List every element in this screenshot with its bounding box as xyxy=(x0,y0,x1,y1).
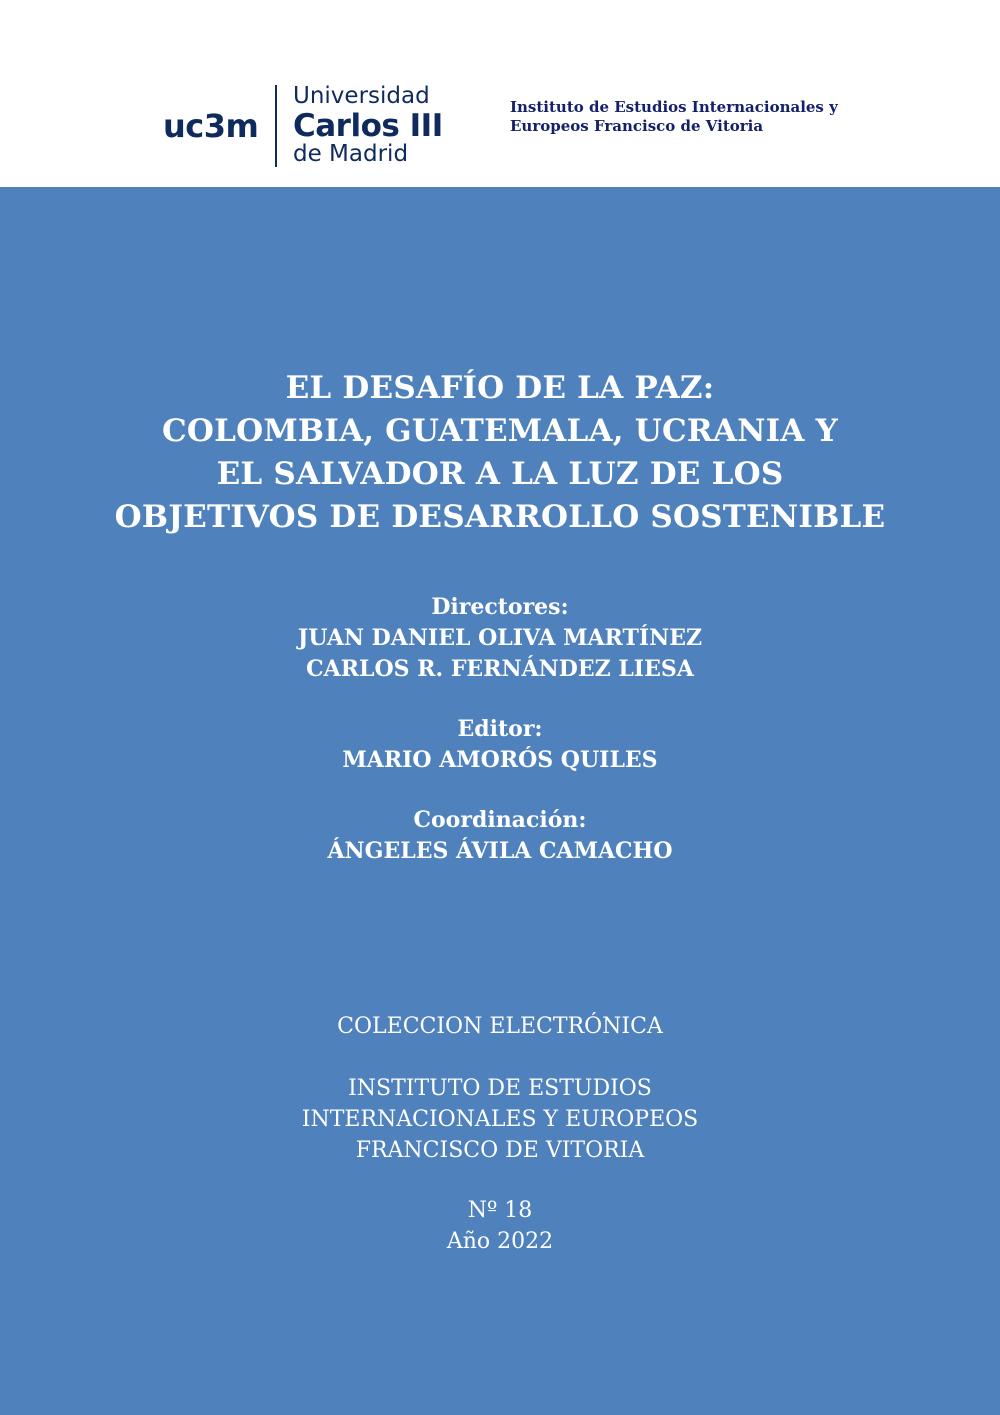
title-line: OBJETIVOS DE DESARROLLO SOSTENIBLE xyxy=(114,499,886,535)
title-line: COLOMBIA, GUATEMALA, UCRANIA Y xyxy=(162,413,838,449)
issue-block xyxy=(0,1195,1000,1257)
book-title xyxy=(0,367,1000,539)
issue-year: Año 2022 xyxy=(446,1229,554,1254)
logo-divider xyxy=(275,85,277,167)
logo-short-name: uc3m xyxy=(163,107,259,145)
logo-line-1: Universidad xyxy=(293,83,430,109)
logo-line-3: de Madrid xyxy=(293,141,409,167)
collection-label: COLECCION ELECTRÓNICA xyxy=(337,1014,663,1039)
logo-line-2: Carlos III xyxy=(293,108,443,144)
publisher-line: INTERNACIONALES Y EUROPEOS xyxy=(301,1107,699,1132)
coordinator-name: ÁNGELES ÁVILA CAMACHO xyxy=(327,838,673,864)
cover-panel xyxy=(0,187,1000,1415)
editor-block xyxy=(0,714,1000,776)
directors-label: Directores: xyxy=(431,594,569,620)
title-line: EL SALVADOR A LA LUZ DE LOS xyxy=(216,456,784,492)
director-name: CARLOS R. FERNÁNDEZ LIESA xyxy=(306,656,694,682)
directors-block xyxy=(0,592,1000,685)
director-name: JUAN DANIEL OLIVA MARTÍNEZ xyxy=(297,625,703,651)
institute-line-2: Europeos Francisco de Vitoria xyxy=(510,117,764,135)
issue-number: Nº 18 xyxy=(467,1198,533,1223)
editor-name: MARIO AMORÓS QUILES xyxy=(342,747,658,773)
title-line: EL DESAFÍO DE LA PAZ: xyxy=(285,370,715,406)
institute-name xyxy=(510,98,860,136)
coordination-label: Coordinación: xyxy=(413,807,587,833)
collection-name xyxy=(0,1011,1000,1042)
header xyxy=(0,0,1000,187)
publisher-block xyxy=(0,1073,1000,1166)
logo-university-name xyxy=(293,85,443,167)
institute-line-1: Instituto de Estudios Internacionales y xyxy=(510,98,838,116)
coordination-block xyxy=(0,805,1000,867)
uc3m-logo xyxy=(163,85,443,170)
publisher-line: FRANCISCO DE VITORIA xyxy=(355,1138,645,1163)
publisher-line: INSTITUTO DE ESTUDIOS xyxy=(348,1076,652,1101)
editor-label: Editor: xyxy=(457,716,543,742)
